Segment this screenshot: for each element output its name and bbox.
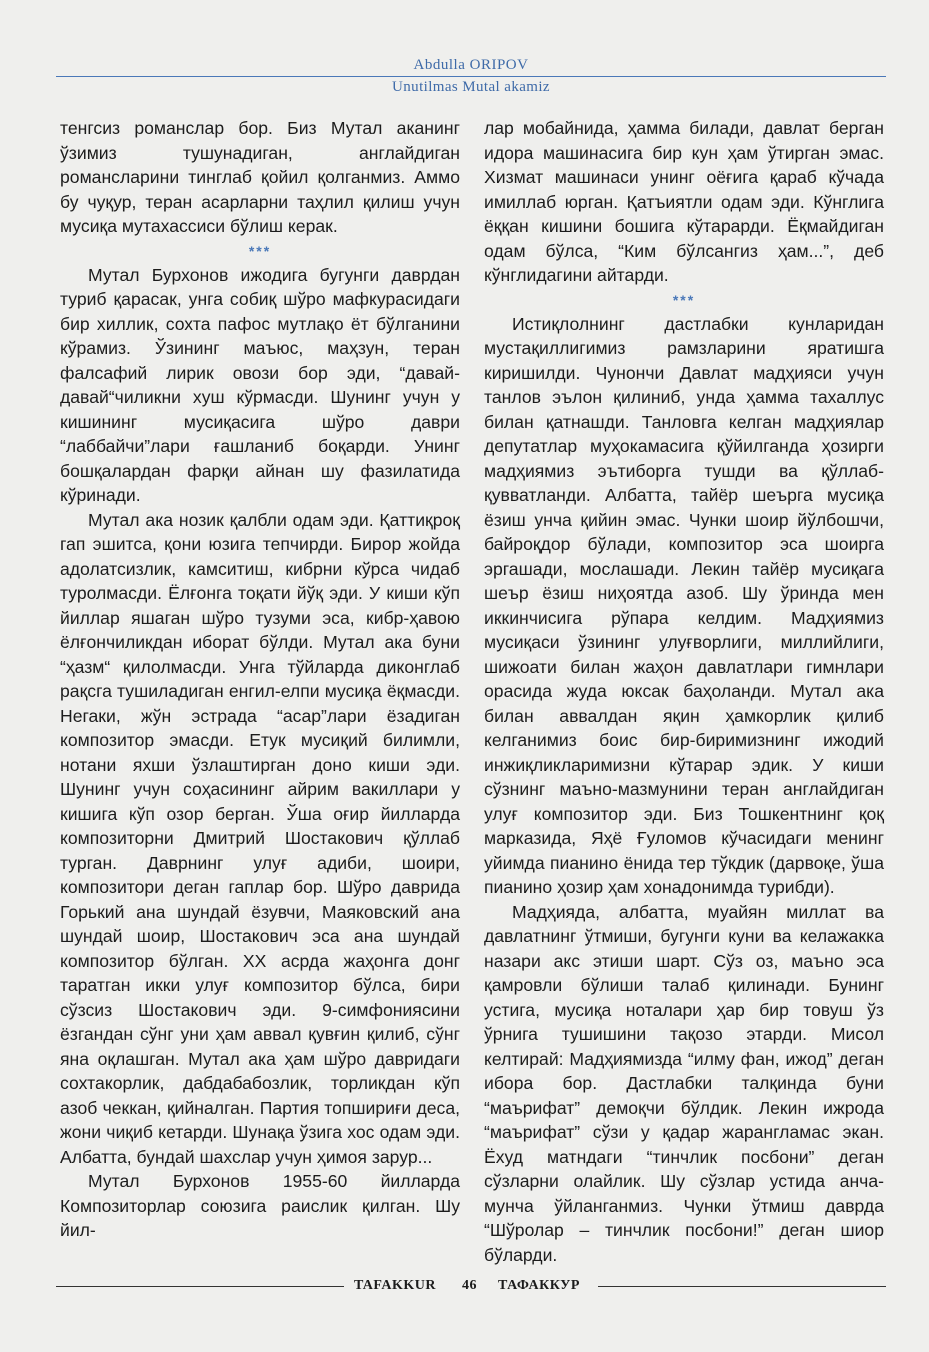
left-paragraph-1: тенгсиз романслар бор. Биз Мутал аканинг ўзимиз тушунадиган, англайдиган романсларини тинглаб қойил қолганмиз. Аммо бу чуқур, теран асарларни таҳлил қилиш учун мусиқа мутахассиси бўлиш керак. [60,118,460,236]
right-column [484,116,884,1267]
left-paragraph-4: Мутал Бурхонов 1955-60 йилларда Композиторлар союзига раислик қилган. Шу йил- [60,1171,460,1240]
header-article-title: Unutilmas Mutal akamiz [392,79,550,95]
left-column [60,116,460,1243]
footer-rule-left [56,1286,344,1287]
header-rule [56,76,886,77]
section-separator: *** [248,242,272,259]
right-paragraph-2: Истиқлолнинг дастлабки кунларидан мустақиллигимиз рамзларини яратишга киришилди. Чунончи Давлат мадҳияси учун танлов эълон қилиниб, унда ҳамма тахаллус билан қатнашди. Танловга келган мадҳиялар депутатлар муҳокамасига қўйилганда ҳозирги мадҳиямиз эътиборга тушди ва қўллаб-қувватланди. Албатта, тайёр шеърга мусиқа ёзиш унча қийин эмас. Чунки шоир йўлбошчи, байроқдор бўлади, композитор эса шоирга эргашади, мослашади. Лекин тайёр мусиқага шеър ёзиш ниҳоятда азоб. Шу ўринда мен иккинчисига рўпара келдим. Мадҳиямиз мусиқаси ўзининг улуғворлиги, миллийлиги, шижоати билан жаҳон давлатлари гимнлари орасида жуда юксак баҳоланди. Мутал ака билан аввалдан яқин ҳамкорлик қилиб келганимиз боис бир-биримизнинг ижодий инжиқликларимизни кўтарар эдик. У киши сўзнинг маъно-мазмунини теран англайдиган улуғ композитор эди. Биз Тошкентнинг қоқ марказида, Яҳё Ғуломов кўчасидаги менинг уйимда пианино ёнида тер тўкдик (дарвоқе, ўша пианино ҳозир ҳам хонадонимда турибди). [484,313,884,897]
section-separator: *** [672,291,696,308]
running-header [56,56,886,96]
page-footer [56,1276,886,1296]
footer-rule-right [598,1286,886,1287]
right-paragraph-3: Мадҳияда, албатта, муайян миллат ва давлатнинг ўтмиши, бугунги куни ва келажакка назари акс этиши шарт. Сўз оз, маъно эса қамровли бўлиши талаб қилинади. Бунинг устига, мусиқа ноталари ҳар бир товуш ўз ўрнига тушишини тақозо этарди. Мисол келтирай: Мадҳиямизда “илму фан, ижод” деган ибора бор. Дастлабки талқинда буни “маърифат” демоқчи бўлдик. Лекин ижрода “маърифат” сўзи у қадар жарангламас экан. Ёхуд матндаги “тинчлик посбони” деган сўзларни олайлик. Шу сўзлар устида анча-мунча ўйланганмиз. Чунки ўтмиш даврда “Шўролар – тинчлик посбони!” деган шиор бўларди. [484,901,884,1265]
right-paragraph-1: лар мобайнида, ҳамма билади, давлат берган идора машинасига бир кун ҳам ўтирган эмас. Хизмат машинаси унинг оёғига қараб кўчада имиллаб юрган. Қатъиятли одам эди. Кўнглига ёққан кишини бошига кўтарарди. Ёқмайдиган одам бўлса, “Ким бўлсангиз ҳам...”, деб кўнглидагини айтарди. [484,118,884,285]
left-paragraph-3: Мутал ака нозик қалбли одам эди. Қаттиқроқ гап эшитса, қони юзига тепчирди. Бирор жойда адолатсизлик, камситиш, кибрни кўрса чидаб туролмасди. Ёлғонга тоқати йўқ эди. У киши кўп йиллар яшаган шўро тузуми эса, кибр-ҳавою ёлғончиликдан иборат бўлди. Мутал ака буни “ҳазм“ қилолмасди. Унга тўйларда диконглаб рақсга тушиладиган енгил-елпи мусиқа ёқмасди. Негаки, жўн эстрада “асар”лари ёзадиган композитор эмасди. Етук мусиқий билимли, нотани яхши ўзлаштирган доно киши эди. Шунинг учун соҳасининг айрим вакиллари у кишига кўп озор берган. Ўша оғир йилларда композиторни Дмитрий Шостакович қўллаб турган. Даврнинг улуғ адиби, шоири, композитори деган гаплар бор. Шўро даврида Горький ана шундай ёзувчи, Маяковский ана шундай шоир, Шостакович эса ана шундай композитор бўлган. ХХ асрда жаҳонга донг таратган икки улуғ композитор бўлса, бири сўзсиз Шостакович эди. 9-симфониясини ёзгандан сўнг уни ҳам аввал қувғин қилиб, сўнг яна оқлашган. Мутал ака ҳам шўро давридаги сохтакорлик, дабдабабозлик, торликдан кўп азоб чеккан, қийналган. Партия топшириғи деса, жони чиқиб кетарди. Шунақа ўзига хос одам эди. Албатта, бундай шахслар учун ҳимоя зарур... [60,509,460,1167]
page-number: 46 [462,1278,477,1293]
footer-journal-cyrillic: ТАФАККУР [498,1278,580,1293]
header-author: Abdulla ORIPOV [413,57,529,73]
footer-journal-latin: TAFAKKUR [354,1278,437,1293]
left-paragraph-2: Мутал Бурхонов ижодига бугунги даврдан туриб қарасак, унга собиқ шўро мафкурасидаги бир хиллик, сохта пафос мутлақо ёт бўлганини кўрамиз. Ўзининг маъюс, маҳзун, теран фалсафий лирик овози бор эди, “давай-давай“чиликни хуш кўрмасди. Шунинг учун у кишининг мусиқасига шўро даври “лаббайчи”лари ғашланиб боқарди. Унинг бошқалардан фарқи айнан шу фазилатида кўринади. [60,264,460,505]
